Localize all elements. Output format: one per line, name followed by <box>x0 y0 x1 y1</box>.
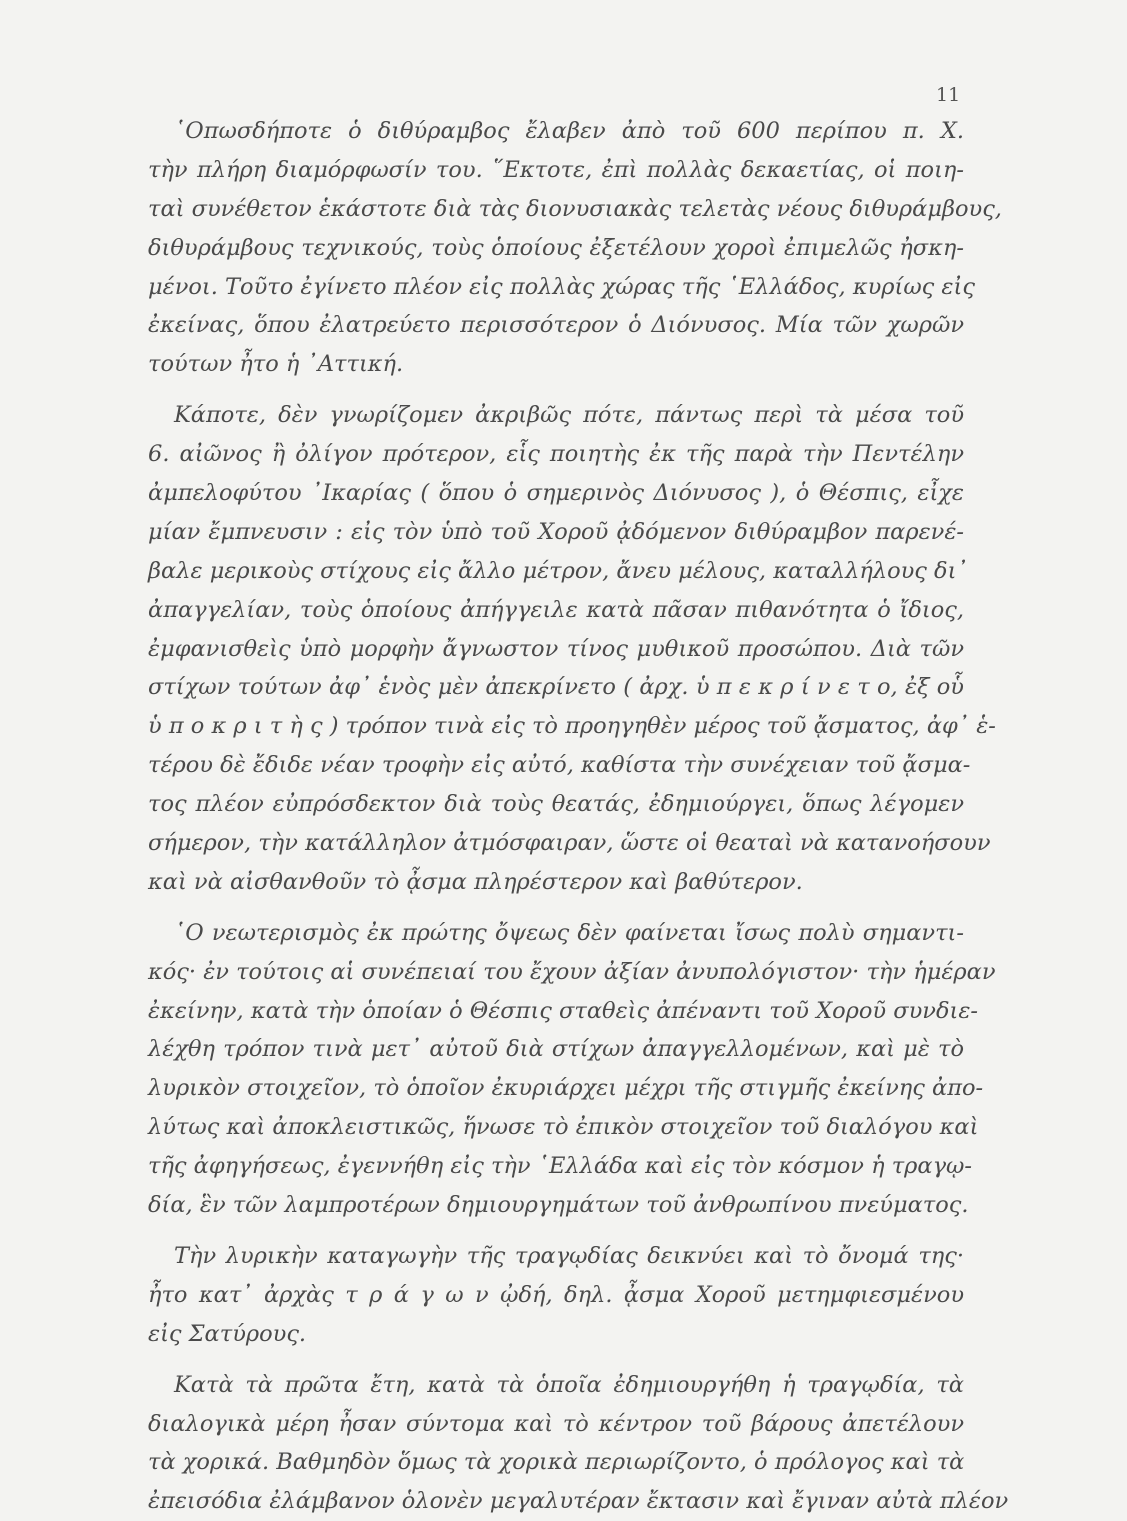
text-line: μένοι. Τοῦτο ἐγίνετο πλέον εἰς πολλὰς χώρας τῆς ῾Ελλάδος, κυρίως εἰς <box>148 273 975 300</box>
text-line: ἀπαγγελίαν, τοὺς ὁποίους ἀπήγγειλε κατὰ πᾶσαν πιθανότητα ὁ ἴδιος, <box>148 596 964 623</box>
body-text <box>148 112 1009 1521</box>
text-line: 6. αἰῶνος ἢ ὀλίγον πρότερον, εἷς ποιητὴς ἐκ τῆς παρὰ τὴν Πεντέλην <box>148 441 964 468</box>
text-line: στίχων τούτων ἀφ᾿ ἑνὸς μὲν ἀπεκρίνετο ( ἀρχ. ὑ π ε κ ρ ί ν ε τ ο, ἐξ οὗ <box>148 674 964 701</box>
text-line: ἐκείνην, κατὰ τὴν ὁποίαν ὁ Θέσπις σταθεὶς ἀπέναντι τοῦ Χοροῦ συνδιε- <box>148 997 979 1024</box>
text-line: ἀμπελοφύτου ᾿Ικαρίας ( ὅπου ὁ σημερινὸς Διόνυσος ), ὁ Θέσπις, εἶχε <box>148 480 964 507</box>
text-line: τῆς ἀφηγήσεως, ἐγεννήθη εἰς τὴν ῾Ελλάδα καὶ εἰς τὸν κόσμον ἡ τραγῳ- <box>148 1153 972 1180</box>
text-line: ὑ π ο κ ρ ι τ ὴ ς ) τρόπον τινὰ εἰς τὸ προηγηθὲν μέρος τοῦ ᾄσματος, ἀφ᾿ ἑ- <box>148 713 996 740</box>
text-line: τος πλέον εὐπρόσδεκτον διὰ τοὺς θεατάς, ἐδημιούργει, ὅπως λέγομεν <box>148 791 964 818</box>
text-line: τὴν πλήρη διαμόρφωσίν του. ῞Εκτοτε, ἐπὶ πολλὰς δεκαετίας, οἱ ποιη- <box>148 156 964 183</box>
text-line: κός· ἐν τούτοις αἱ συνέπειαί του ἔχουν ἀξίαν ἀνυπολόγιστον· τὴν ἡμέραν <box>148 958 996 985</box>
text-line: βαλε μερικοὺς στίχους εἰς ἄλλο μέτρον, ἄνευ μέλους, καταλλήλους δι᾿ <box>148 557 968 584</box>
text-line: διθυράμβους τεχνικούς, τοὺς ὁποίους ἐξετέλουν χοροὶ ἐπιμελῶς ἠσκη- <box>148 234 964 261</box>
text-line: τούτων ἦτο ἡ ᾿Αττική. <box>148 351 404 378</box>
paragraph <box>148 396 996 902</box>
text-line: τέρου δὲ ἔδιδε νέαν τροφὴν εἰς αὐτό, καθίστα τὴν συνέχειαν τοῦ ᾄσμα- <box>148 752 971 779</box>
paragraph <box>148 1366 1009 1521</box>
text-line: ἐπεισόδια ἐλάμβανον ὁλονὲν μεγαλυτέραν ἔκτασιν καὶ ἔγιναν αὐτὰ πλέον <box>148 1488 1009 1515</box>
text-line: καὶ νὰ αἰσθανθοῦν τὸ ᾆσμα πληρέστερον καὶ βαθύτερον. <box>148 868 803 895</box>
text-line: μίαν ἔμπνευσιν : εἰς τὸν ὑπὸ τοῦ Χοροῦ ᾀδόμενον διθύραμβον παρενέ- <box>148 518 964 545</box>
text-line: ἐκείνας, ὅπου ἐλατρεύετο περισσότερον ὁ Διόνυσος. Μία τῶν χωρῶν <box>148 312 964 339</box>
text-line: σήμερον, τὴν κατάλληλον ἀτμόσφαιραν, ὥστε οἱ θεαταὶ νὰ κατανοήσουν <box>148 830 991 857</box>
text-line: ἐμφανισθεὶς ὑπὸ μορφὴν ἄγνωστον τίνος μυθικοῦ προσώπου. Διὰ τῶν <box>148 635 964 662</box>
paragraph <box>148 112 1002 384</box>
text-line: ἦτο κατ᾿ ἀρχὰς τ ρ ά γ ω ν ᾠδή, δηλ. ᾆσμα Χοροῦ μετημφιεσμένου <box>148 1281 964 1308</box>
text-line: λέχθη τρόπον τινὰ μετ᾿ αὐτοῦ διὰ στίχων ἀπαγγελλομένων, καὶ μὲ τὸ <box>148 1036 964 1063</box>
text-line: ταὶ συνέθετον ἑκάστοτε διὰ τὰς διονυσιακὰς τελετὰς νέους διθυράμβους, <box>148 195 1002 222</box>
text-line: τὰ χορικά. Βαθμηδὸν ὅμως τὰ χορικὰ περιωρίζοντο, ὁ πρόλογος καὶ τὰ <box>148 1449 965 1476</box>
text-line: εἰς Σατύρους. <box>148 1320 307 1347</box>
text-line: ῾Ο νεωτερισμὸς ἐκ πρώτης ὄψεως δὲν φαίνεται ἴσως πολὺ σημαντι- <box>174 919 964 946</box>
text-line: λυρικὸν στοιχεῖον, τὸ ὁποῖον ἐκυριάρχει μέχρι τῆς στιγμῆς ἐκείνης ἀπο- <box>148 1075 984 1102</box>
text-line: διαλογικὰ μέρη ἦσαν σύντομα καὶ τὸ κέντρον τοῦ βάρους ἀπετέλουν <box>148 1410 964 1437</box>
text-line: Κατὰ τὰ πρῶτα ἔτη, κατὰ τὰ ὁποῖα ἐδημιουργήθη ἡ τραγῳδία, τὰ <box>174 1371 964 1398</box>
text-line: δία, ἓν τῶν λαμπροτέρων δημιουργημάτων τοῦ ἀνθρωπίνου πνεύματος. <box>148 1192 969 1219</box>
text-line: ῾Οπωσδήποτε ὁ διθύραμβος ἔλαβεν ἀπὸ τοῦ 600 περίπου π. Χ. <box>174 118 964 144</box>
text-line: λύτως καὶ ἀποκλειστικῶς, ἥνωσε τὸ ἐπικὸν στοιχεῖον τοῦ διαλόγου καὶ <box>148 1114 979 1141</box>
paragraph <box>148 914 996 1225</box>
text-line: Κάποτε, δὲν γνωρίζομεν ἀκριβῶς πότε, πάντως περὶ τὰ μέσα τοῦ <box>174 402 964 429</box>
text-line: Τὴν λυρικὴν καταγωγὴν τῆς τραγῳδίας δεικνύει καὶ τὸ ὄνομά της· <box>174 1242 964 1269</box>
paragraph <box>148 1237 964 1354</box>
page-number: 11 <box>936 84 961 106</box>
